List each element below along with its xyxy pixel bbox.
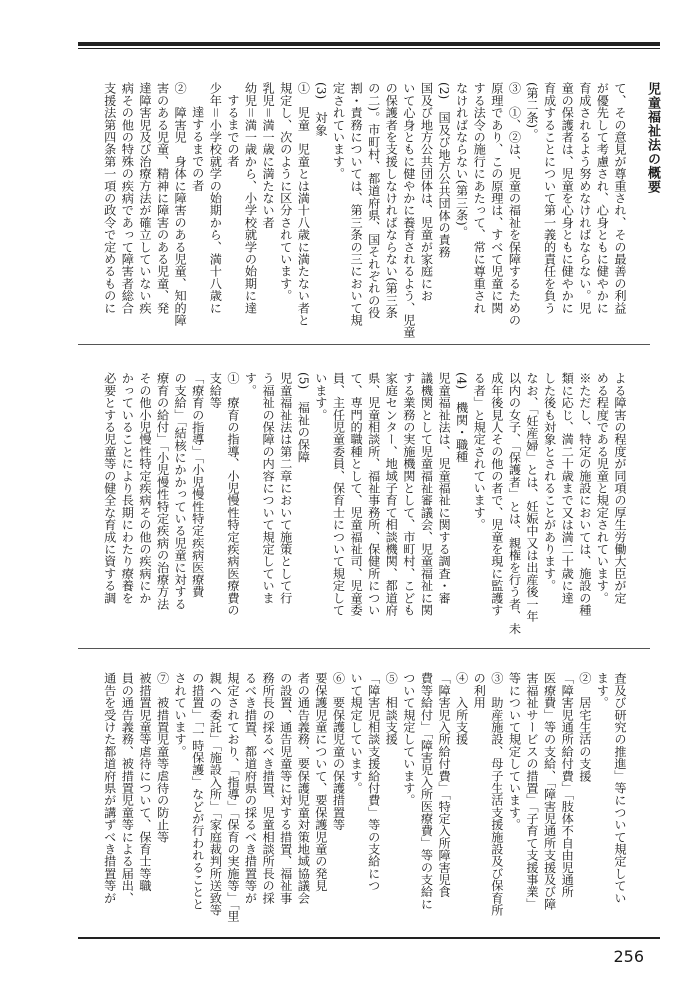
text-line: 査及び研究の推進」等について規定してい xyxy=(613,672,627,904)
text-line: ※ただし、特定の施設においては、施設の種 xyxy=(577,372,592,616)
text-line: の措置」「一時保護」などが行われることと xyxy=(190,672,205,910)
text-line: 育成することについて第一義的責任を負う xyxy=(542,82,557,314)
text-line: なお、「妊産婦」とは、妊娠中又は出産後一年 xyxy=(525,372,540,623)
text-line: 育成されるよう努めなければならない。児 xyxy=(577,82,592,314)
page-number: 256 xyxy=(613,947,644,966)
text-line: する法令の施行にあたって、常に尊重され xyxy=(472,82,487,314)
text-line: 以内の女子、「保護者」とは、親権を行う者、未 xyxy=(507,372,522,635)
text-line: います。 xyxy=(313,372,328,421)
text-line: 原理であり、この原理は、すべて児童に関 xyxy=(489,82,504,314)
text-line: て、専門的職種として、児童福祉司、児童委 xyxy=(349,372,364,616)
text-line: 達障害児及び治療方法が確立していない疾 xyxy=(137,82,152,314)
text-line: 乳児＝満一歳に満たない者 xyxy=(261,82,276,229)
text-line: するまでの者 xyxy=(225,94,240,168)
text-line: いて心身ともに健やかに養育されるよう、児童 xyxy=(401,82,416,338)
text-line: 害のある児童、精神に障害のある児童、発 xyxy=(155,82,170,314)
text-line: かっていることにより長期にわたり療養を xyxy=(120,372,135,604)
text-line: の二)。市町村、都道府県、国それぞれの役 xyxy=(366,82,381,319)
text-line: るべき措置、都道府県の採るべき措置等が xyxy=(243,672,258,904)
text-line: 定されています。 xyxy=(331,82,346,180)
text-line: (第二条)。 xyxy=(525,82,540,141)
text-line: ⑦ 被措置児童等虐待の防止等 xyxy=(155,672,170,843)
text-line: 医療費」等の支給、「障害児通所支援及び障 xyxy=(542,672,557,910)
text-line: 「障害児相談支援給付費」等の支給につ xyxy=(366,672,381,892)
text-line: の設置、通告児童等に対する措置、福祉事 xyxy=(278,672,293,904)
text-line: ① 児童 児童とは満十八歳に満たない者と xyxy=(296,82,311,326)
text-line: ついて規定しています。 xyxy=(401,672,416,807)
text-line: める程度である児童と規定されています。 xyxy=(595,372,610,604)
text-line: よる障害の程度が同項の厚生労働大臣が定 xyxy=(613,372,627,604)
text-line: 務所長の採るべき措置、児童相談所長の採 xyxy=(261,672,276,904)
text-line: の支給」「結核にかかっている児童に対する xyxy=(173,372,188,610)
text-line: ます。 xyxy=(595,672,610,709)
text-band-bottom xyxy=(80,672,628,928)
text-line: 等について規定しています。 xyxy=(507,672,522,831)
text-line: す。 xyxy=(243,372,258,397)
text-line: した後も対象とされることがあります。 xyxy=(542,372,557,592)
text-line: 病その他の特殊の疾病であって障害者総合 xyxy=(120,82,135,314)
text-line: 童の保護者は、児童を心身ともに健やかに xyxy=(560,82,575,314)
text-line: (3) 対象 xyxy=(313,82,328,136)
text-line: 幼児＝満一歳から、小学校就学の始期に達 xyxy=(243,82,258,314)
text-line: その他小児慢性特定疾病その他の疾病にか xyxy=(137,372,152,604)
text-line: (5) 福祉の保障 xyxy=(296,372,311,463)
text-line: 療育の給付」「小児慢性特定疾病の治療方法 xyxy=(155,372,170,610)
text-line: 員の通告義務、被措置児童等による届出、 xyxy=(120,672,135,904)
text-line: 「障害児入所給付費」「特定入所障害児食 xyxy=(437,672,452,898)
text-line: ⑤ 相談支援 xyxy=(384,672,399,746)
band-divider xyxy=(78,648,650,649)
text-line: (4) 機関・職種 xyxy=(454,372,469,463)
text-line: なければならない(第三条)。 xyxy=(454,82,469,238)
text-line: (2) 国及び地方公共団体の責務 xyxy=(437,82,452,258)
text-line: 国及び地方公共団体は、児童が家庭にお xyxy=(419,82,434,302)
text-line: 「障害児通所給付費」「肢体不自由児通所 xyxy=(560,672,575,898)
text-line: う福祉の保障の内容について規定していま xyxy=(261,372,276,604)
text-line: 県、児童相談所、福祉事務所、保健所につい xyxy=(366,372,381,616)
text-line: が優先して考慮され、心身ともに健やかに xyxy=(595,82,610,314)
text-line: 費等給付」「障害児入所医療費」等の支給に xyxy=(419,672,434,910)
text-line: 達するまでの者 xyxy=(190,106,205,192)
text-line: て、その意見が尊重され、その最善の利益 xyxy=(613,82,627,314)
top-rule-thin xyxy=(78,48,660,49)
text-line: 被措置児童等虐待について、保育士等職 xyxy=(137,672,152,892)
text-line: いて規定しています。 xyxy=(349,672,364,794)
running-header-title: 児童福祉法の概要 xyxy=(645,82,660,194)
top-rule xyxy=(78,42,660,46)
text-line: 者の通告義務、要保護児童対策地域協議会 xyxy=(296,672,311,904)
text-line: の利用 xyxy=(472,672,487,709)
text-line: の保護者を支援しなければならない(第三条 xyxy=(384,82,399,319)
text-line: 少年＝小学校就学の始期から、満十八歳に xyxy=(208,82,223,314)
text-line: 支給等 xyxy=(208,372,223,409)
text-line: 議機関として児童福祉審議会、児童福祉に関 xyxy=(419,372,434,616)
text-line: 親への委託」「施設入所」「家庭裁判所送致等 xyxy=(208,672,223,916)
text-line: 「療育の指導」「小児慢性特定疾病医療費 xyxy=(190,372,205,598)
text-line: 支援法第四条第一項の政令で定めるものに xyxy=(102,82,117,314)
text-line: ③ 助産施設、母子生活支援施設及び保育所 xyxy=(489,672,504,916)
text-line: ④ 入所支援 xyxy=(454,672,469,746)
text-line: 児童福祉法は、児童福祉に関する調査・審 xyxy=(437,372,452,604)
text-line: 児童福祉法は第二章において施策として行 xyxy=(278,372,293,604)
text-line: 必要とする児童等の健全な育成に資する調 xyxy=(102,372,117,604)
text-line: 員、主任児童委員、保育士について規定して xyxy=(331,372,346,616)
text-line: 規定されており、「指導」「保育の実施等」「里 xyxy=(225,672,240,923)
text-line: 家庭センター、地域子育て相談機関、都道府 xyxy=(384,372,399,616)
text-line: ③ ①、②は、児童の福祉を保障するための xyxy=(507,82,522,326)
text-line: 規定し、次のように区分されています。 xyxy=(278,82,293,302)
text-line: ② 居宅生活の支援 xyxy=(577,672,592,782)
text-line: ② 障害児 身体に障害のある児童、知的障 xyxy=(173,82,188,326)
text-line: 通告を受けた都道府県が講ずべき措置等が xyxy=(102,672,117,904)
text-line: 類に応じ、満二十歳まで又は満二十歳に達 xyxy=(560,372,575,604)
text-band-middle xyxy=(80,372,628,640)
bottom-rule xyxy=(78,937,660,939)
text-line: 要保護児童について、要保護児童の発見 xyxy=(313,672,328,892)
text-line: されています。 xyxy=(173,672,188,758)
text-line: 成年後見人その他の者で、児童を現に監護す xyxy=(489,372,504,616)
text-line: 害福祉サービスの措置」「子育て支援事業」 xyxy=(525,672,540,910)
band-divider xyxy=(78,344,650,345)
text-line: る者」と規定されています。 xyxy=(472,372,487,531)
text-band-top xyxy=(80,82,628,338)
text-line: する業務の実施機関として、市町村、こども xyxy=(401,372,416,616)
text-line: ① 療育の指導、小児慢性特定疾病医療費の xyxy=(225,372,240,616)
text-line: 割・責務については、第三条の三において規 xyxy=(349,82,364,326)
text-line: ⑥ 要保護児童の保護措置等 xyxy=(331,672,346,831)
